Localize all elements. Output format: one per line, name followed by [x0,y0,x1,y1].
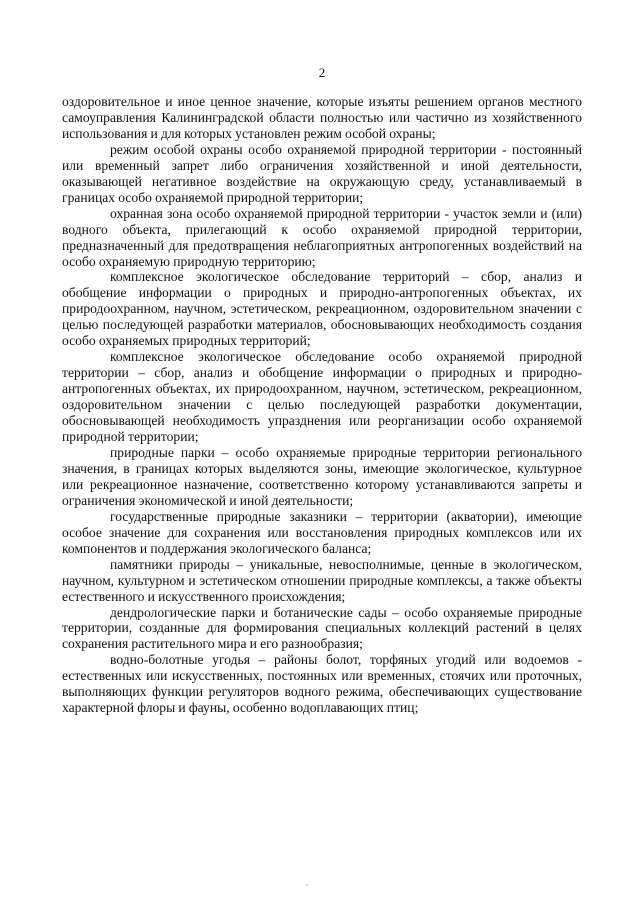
paragraph-continuation: оздоровительное и иное ценное значение, которые изъяты решением органов местного самоуправления Калининградской области полностью или частично из хозяйственного использования и для которых установлен режим особой охраны; [62,94,582,141]
paragraph-territory-survey: комплексное экологическое обследование территорий – сбор, анализ и обобщение информации о природных и природно-антропогенных объектах, их природоохранном, научном, эстетическом, рекреационном, оздоровительном значении с целью последующей разработки материалов, обосновывающих необходимость создания особо охраняемых природных территорий; [62,269,582,349]
page-number: 2 [318,65,326,80]
paragraph-protected-area-survey: комплексное экологическое обследование особо охраняемой природной территории – сбор, анализ и обобщение информации о природных и природно-антропогенных объектах, их природоохранном, научном, эстетическом, рекреационном, оздоровительном значении с целью последующей разработки документации, обосновывающей необходимость упразднения или реорганизации особо охраняемой природной территории; [62,349,582,445]
paragraph-protection-zone: охранная зона особо охраняемой природной территории - участок земли и (или) водного объекта, прилегающий к особо охраняемой природной территории, предназначенный для предотвращения неблагоприятных антропогенных воздействий на особо охраняемую природную территорию; [62,205,582,269]
scan-speck [306,884,308,886]
body-text [62,94,582,716]
paragraph-wetlands: водно-болотные угодья – районы болот, торфяных угодий или водоемов - естественных или искусственных, постоянных или временных, стоячих или проточных, выполняющих функции регуляторов водного режима, обеспечивающих существование характерной флоры и фауны, особенно водоплавающих птиц; [62,652,582,716]
paragraph-nature-parks: природные парки – особо охраняемые природные территории регионального значения, в границах которых выделяются зоны, имеющие экологическое, культурное или рекреационное назначение, соответственно которому устанавливаются запреты и ограничения экономической и иной деятельности; [62,444,582,508]
paragraph-special-protection-regime: режим особой охраны особо охраняемой природной территории - постоянный или временный запрет либо ограничения хозяйственной и иной деятельности, оказывающей негативное воздействие на окружающую среду, устанавливаемый в границах особо охраняемой природной территории; [62,141,582,205]
paragraph-nature-reserves: государственные природные заказники – территории (акватории), имеющие особое значение для сохранения или восстановления природных комплексов или их компонентов и поддержания экологического баланса; [62,508,582,556]
paragraph-dendrological-parks: дендрологические парки и ботанические сады – особо охраняемые природные территории, созданные для формирования специальных коллекций растений в целях сохранения растительного мира и его разнообразия; [62,604,582,652]
paragraph-natural-monuments: памятники природы – уникальные, невосполнимые, ценные в экологическом, научном, культурном и эстетическом отношении природные комплексы, а также объекты естественного и искусственного происхождения; [62,556,582,604]
